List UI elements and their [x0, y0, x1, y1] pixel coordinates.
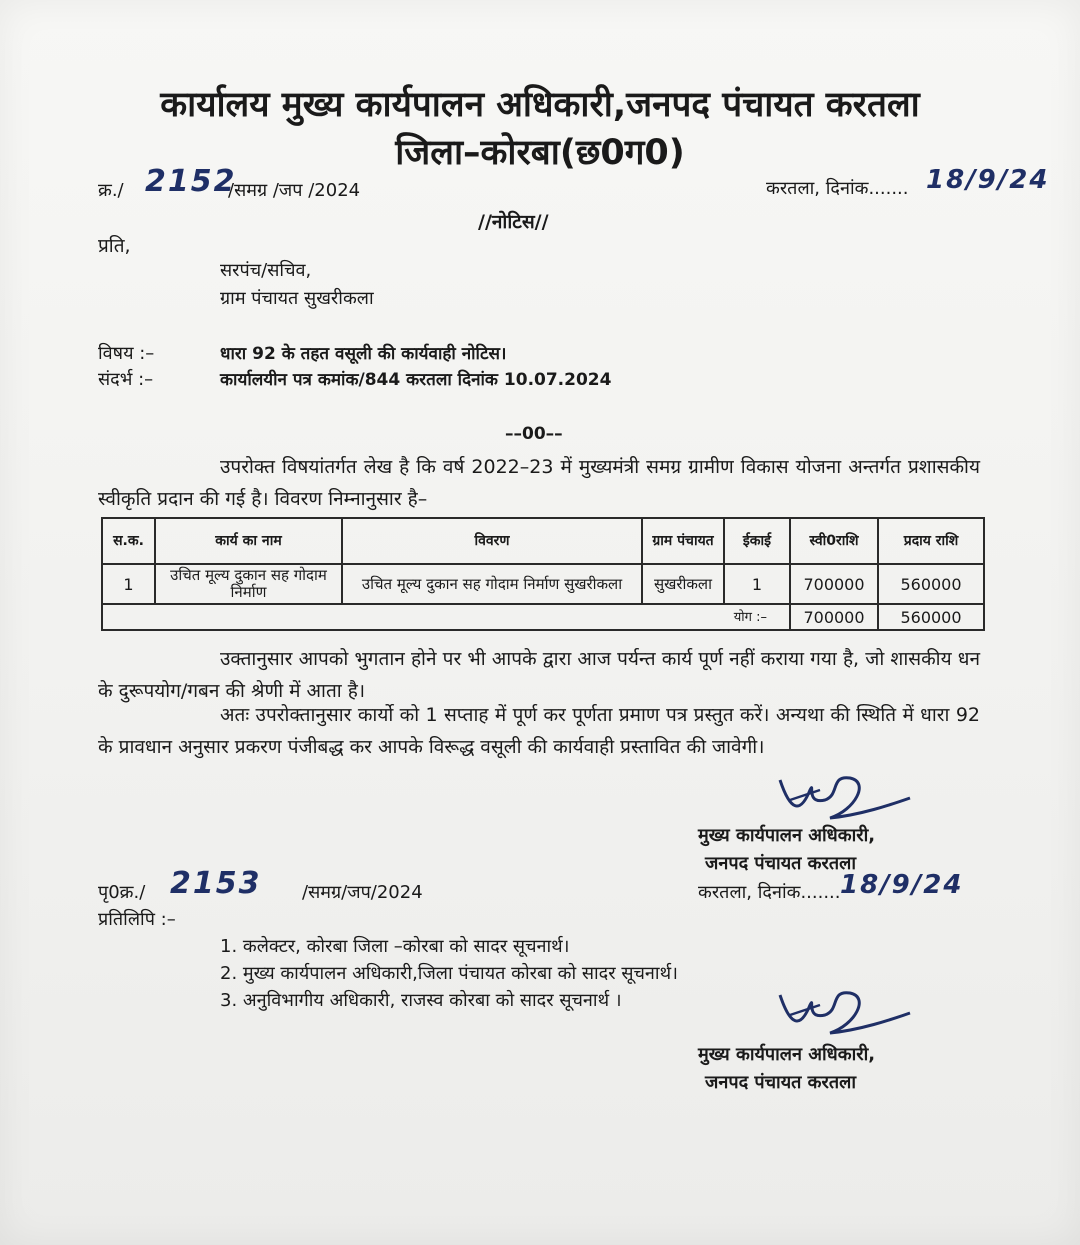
office-title: कार्यालय मुख्य कार्यपालन अधिकारी,जनपद पंचायत करतला — [160, 85, 920, 125]
col-header-work-name: कार्य का नाम — [155, 518, 342, 564]
col-header-released: प्रदाय राशि — [878, 518, 984, 564]
recipient-label: प्रति, — [98, 235, 131, 257]
table-header-row — [102, 518, 984, 564]
copy-ref-prefix: पृ0क्र./ — [98, 882, 146, 903]
ref-suffix: /समग्र /जप /2024 — [228, 180, 361, 201]
details-table — [101, 517, 985, 631]
total-released: 560000 — [878, 604, 984, 630]
cell-gram-panchayat: सुखरीकला — [642, 564, 724, 604]
total-sanctioned: 700000 — [790, 604, 878, 630]
copy-item-1: 1. कलेक्टर, कोरबा जिला –कोरबा को सादर सूचनार्थ। — [220, 936, 570, 957]
district-title: जिला–कोरबा(छ0ग0) — [395, 133, 685, 173]
reference-text: कार्यालयीन पत्र कमांक/844 करतला दिनांक 10.07.2024 — [220, 370, 612, 390]
table-row — [102, 564, 984, 604]
ref-prefix: क्र./ — [98, 180, 124, 201]
cell-description: उचित मूल्य दुकान सह गोदाम निर्माण सुखरीकला — [342, 564, 642, 604]
col-header-description: विवरण — [342, 518, 642, 564]
paragraph-action: अतः उपरोक्तानुसार कार्यो को 1 सप्ताह में पूर्ण कर पूर्णता प्रमाण पत्र प्रस्तुत करें। अन्यथा की स्थिति में धारा 92 के प्रावधान अनुसार प्रकरण पंजीबद्ध कर आपके विरूद्ध वसूली की कार्यवाही प्रस्तावित की जावेगी। — [98, 704, 980, 758]
place-date-label: करतला, दिनांक....... — [766, 178, 909, 199]
col-header-gram-panchayat: ग्राम पंचायत — [642, 518, 724, 564]
col-header-unit: ईकाई — [724, 518, 790, 564]
notice-heading: //नोटिस// — [478, 211, 549, 233]
subject-label: विषय :– — [98, 343, 155, 364]
signature-scribble-1 — [770, 770, 920, 830]
reference-label: संदर्भ :– — [98, 369, 154, 390]
date-handwritten: 18/9/24 — [926, 165, 1050, 195]
copy-label: प्रतिलिपि :– — [98, 909, 176, 930]
copy-item-3: 3. अनुविभागीय अधिकारी, राजस्व कोरबा को सादर सूचनार्थ । — [220, 990, 622, 1011]
table-total-row — [102, 604, 984, 630]
total-label: योग :– — [102, 604, 790, 630]
copy-date-handwritten: 18/9/24 — [840, 870, 964, 900]
copy-ref-suffix: /समग्र/जप/2024 — [302, 882, 423, 903]
cell-released: 560000 — [878, 564, 984, 604]
signature2-title: मुख्य कार्यपालन अधिकारी, — [698, 1044, 876, 1065]
cell-unit: 1 — [724, 564, 790, 604]
cell-serial: 1 — [102, 564, 155, 604]
signature2-office: जनपद पंचायत करतला — [705, 1072, 856, 1093]
recipient-line2: ग्राम पंचायत सुखरीकला — [220, 288, 374, 309]
signature1-title: मुख्य कार्यपालन अधिकारी, — [698, 825, 876, 846]
copy-place-date-label: करतला, दिनांक....... — [698, 882, 841, 903]
ref-number-handwritten: 2152 — [145, 164, 237, 199]
copy-item-2: 2. मुख्य कार्यपालन अधिकारी,जिला पंचायत कोरबा को सादर सूचनार्थ। — [220, 963, 678, 984]
signature-scribble-2 — [770, 985, 920, 1045]
cell-sanctioned: 700000 — [790, 564, 878, 604]
separator: ––00–– — [505, 424, 563, 444]
col-header-serial: स.क. — [102, 518, 155, 564]
col-header-sanctioned: स्वी0राशि — [790, 518, 878, 564]
recipient-line1: सरपंच/सचिव, — [220, 260, 312, 281]
paragraph-payment: उक्तानुसार आपको भुगतान होने पर भी आपके द्वारा आज पर्यन्त कार्य पूर्ण नहीं कराया गया है, जो शासकीय धन के दुरूपयोग/गबन की श्रेणी में आता है। — [98, 648, 980, 702]
cell-work-name: उचित मूल्य दुकान सह गोदाम निर्माण — [155, 564, 342, 604]
subject-text: धारा 92 के तहत वसूली की कार्यवाही नोटिस। — [220, 344, 507, 364]
copy-ref-number-handwritten: 2153 — [170, 866, 262, 901]
intro-paragraph: उपरोक्त विषयांतर्गत लेख है कि वर्ष 2022–23 में मुख्यमंत्री समग्र ग्रामीण विकास योजना अन्तर्गत प्रशासकीय स्वीकृति प्रदान की गई है। विवरण निम्नानुसार है– — [98, 456, 980, 510]
signature1-office: जनपद पंचायत करतला — [705, 853, 856, 874]
